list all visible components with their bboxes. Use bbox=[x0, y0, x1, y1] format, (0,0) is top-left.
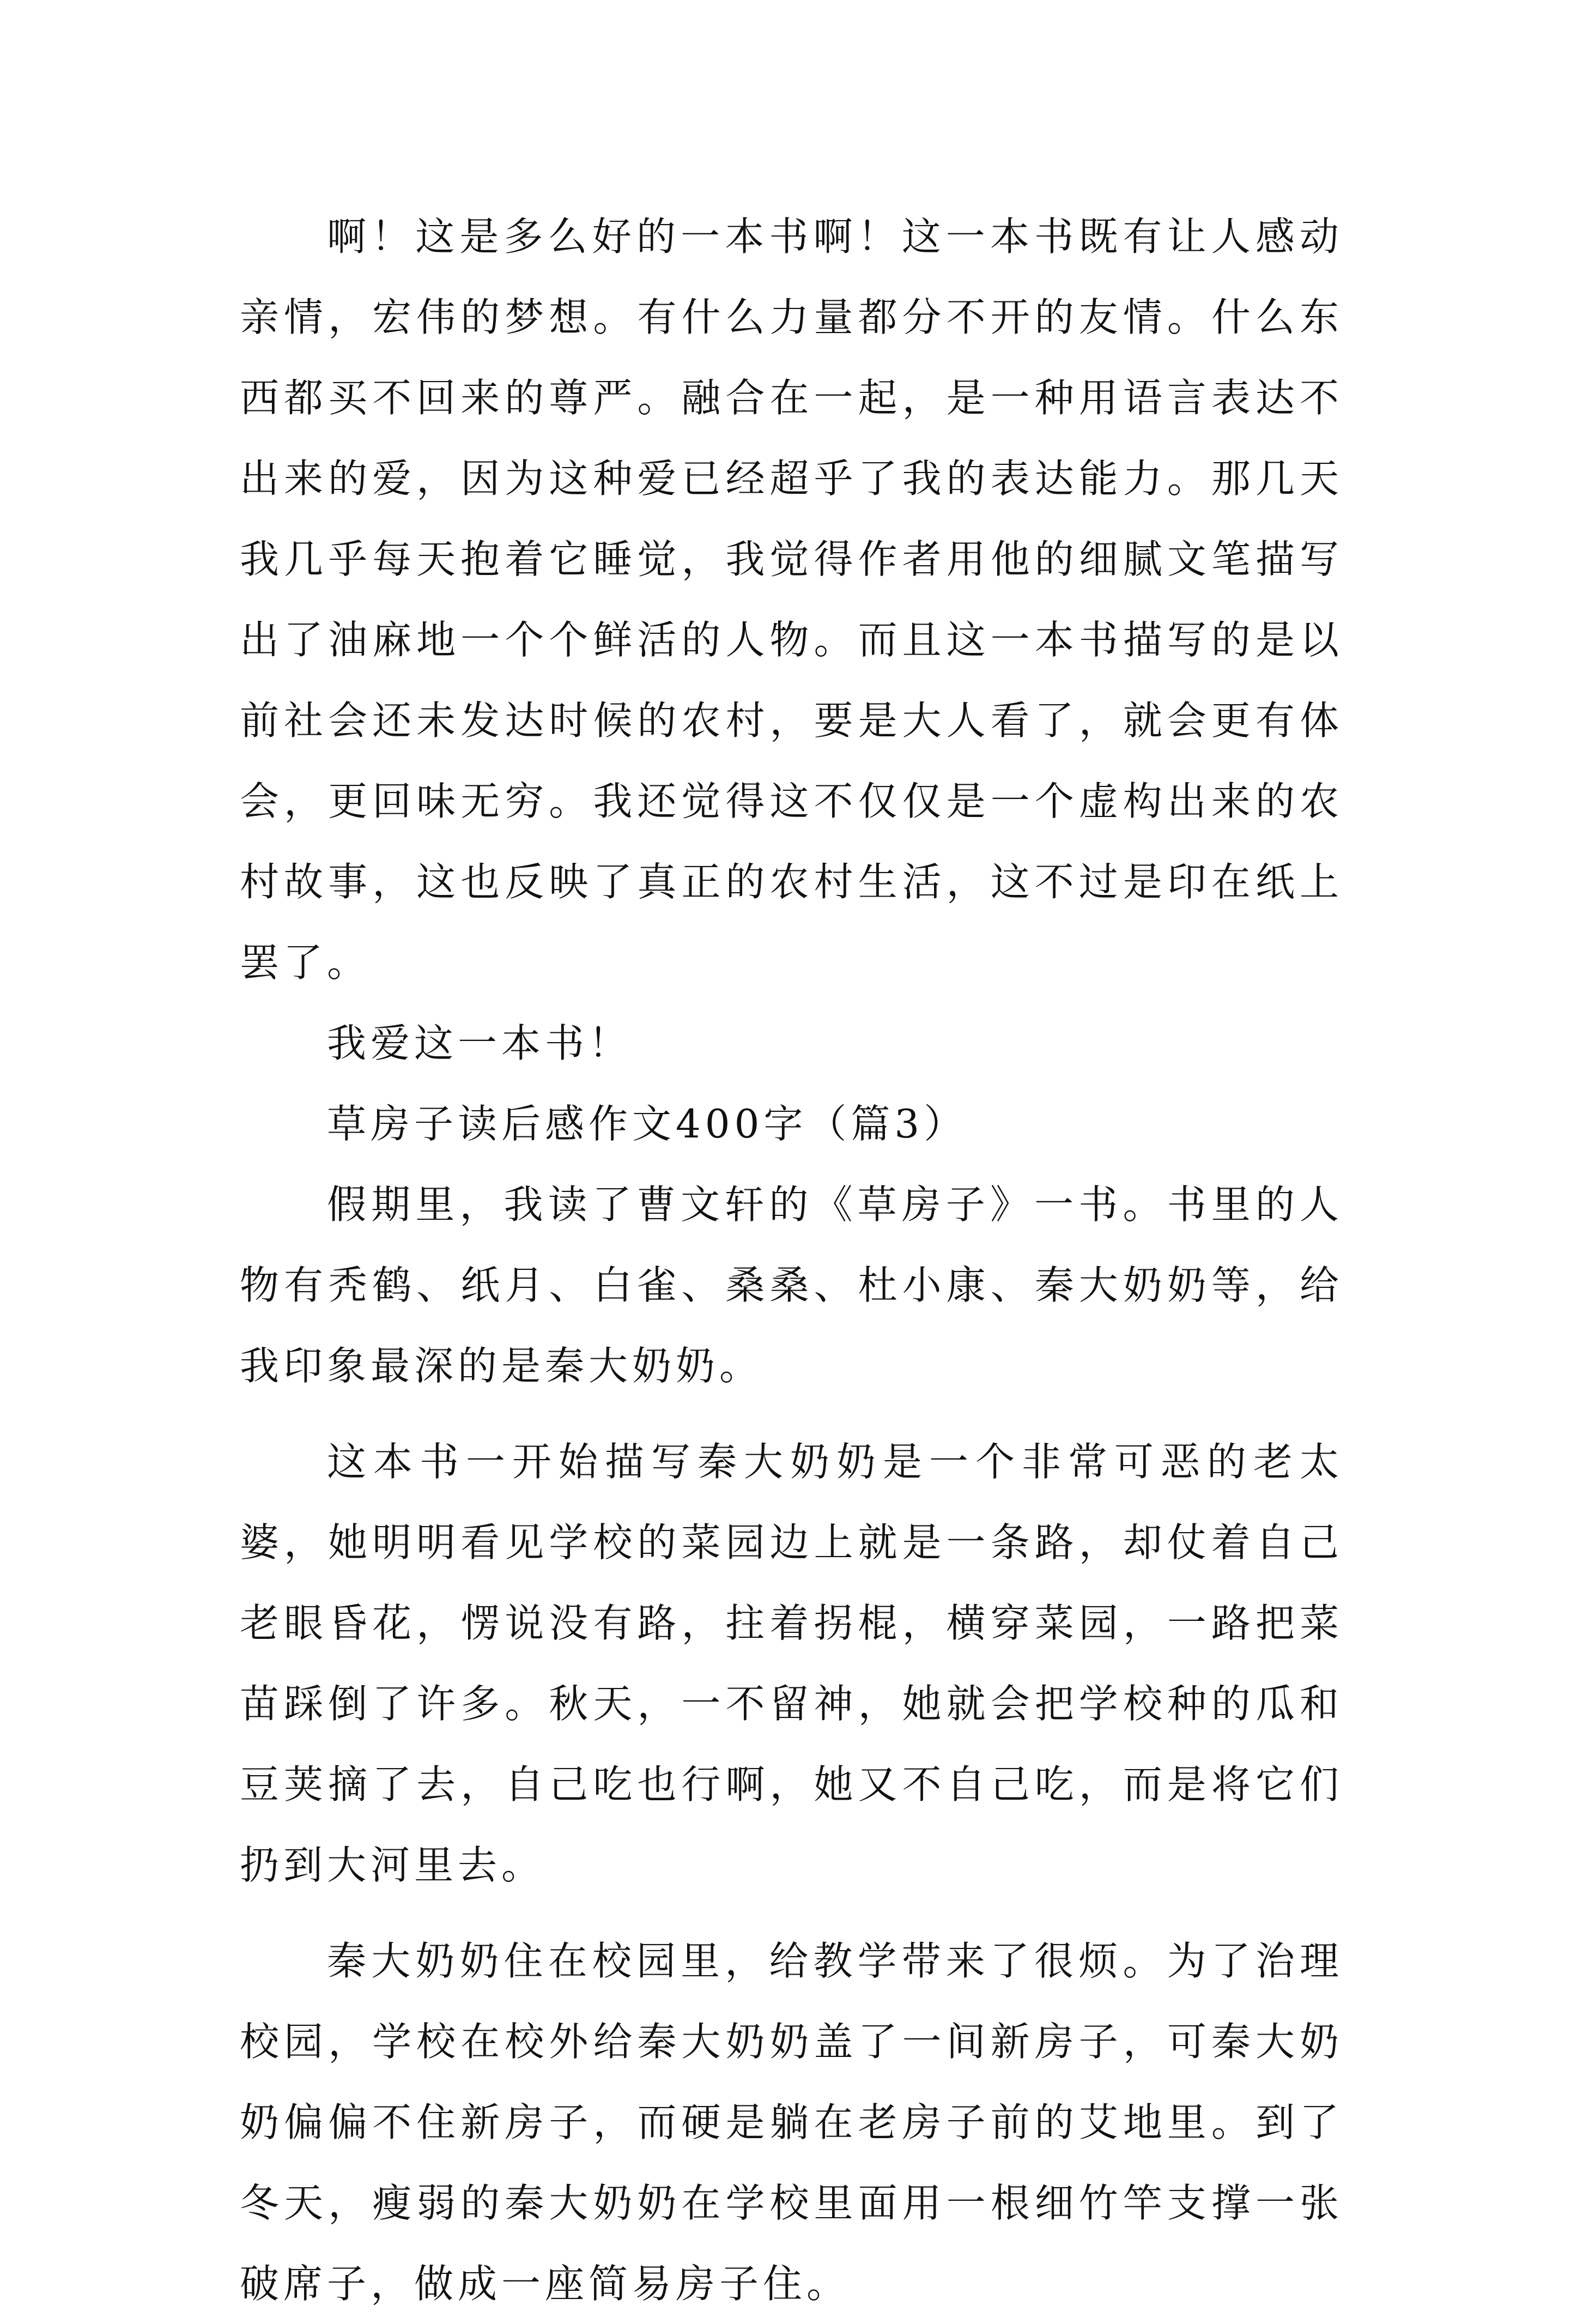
paragraph-holiday-reading: 假期里，我读了曹文轩的《草房子》一书。书里的人物有秃鹤、纸月、白雀、桑桑、杜小康、秦大奶奶等，给我印象最深的是秦大奶奶。 bbox=[240, 1182, 1343, 1389]
paragraph-grandma-house: 秦大奶奶住在校园里，给教学带来了很烦。为了治理校园，学校在校外给秦大奶奶盖了一间新房子，可秦大奶奶偏偏不住新房子，而硬是躺在老房子前的艾地里。到了冬天，瘦弱的秦大奶奶在学校里面用一根细竹竿支撑一张破席子，做成一座简易房子住。 bbox=[240, 1938, 1343, 2307]
section-heading: 草房子读后感作文400字（篇3） bbox=[327, 1101, 968, 1147]
document-body bbox=[240, 196, 1343, 2324]
paragraph-book-praise: 啊！这是多么好的一本书啊！这一本书既有让人感动亲情，宏伟的梦想。有什么力量都分不开的友情。什么东西都买不回来的尊严。融合在一起，是一种用语言表达不出来的爱，因为这种爱已经超乎了我的表达能力。那几天我几乎每天抱着它睡觉，我觉得作者用他的细腻文笔描写出了油麻地一个个鲜活的人物。而且这一本书描写的是以前社会还未发达时候的农村，要是大人看了，就会更有体会，更回味无穷。我还觉得这不仅仅是一个虚构出来的农村故事，这也反映了真正的农村生活，这不过是印在纸上罢了。 bbox=[240, 214, 1343, 985]
paragraph-love-book: 我爱这一本书！ bbox=[327, 1020, 633, 1066]
paragraph-grandma-intro: 这本书一开始描写秦大奶奶是一个非常可恶的老太婆，她明明看见学校的菜园边上就是一条路，却仗着自己老眼昏花，愣说没有路，拄着拐棍，横穿菜园，一路把菜苗踩倒了许多。秋天，一不留神，她就会把学校种的瓜和豆荚摘了去，自己吃也行啊，她又不自己吃，而是将它们扔到大河里去。 bbox=[240, 1439, 1343, 1888]
